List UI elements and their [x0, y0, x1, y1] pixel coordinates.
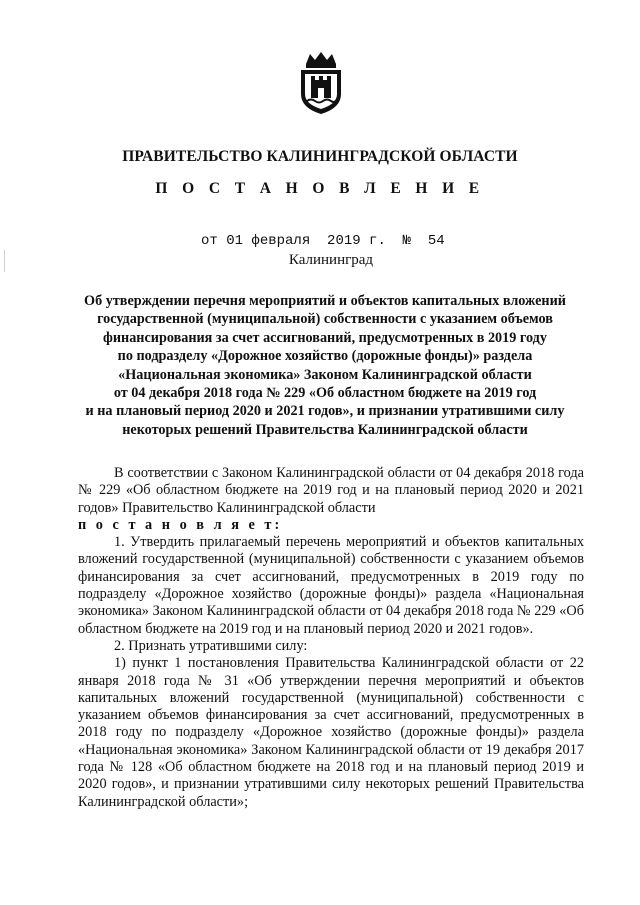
document-type: П О С Т А Н О В Л Е Н И Е	[155, 180, 485, 197]
date-day-month: 01 февраля	[226, 233, 311, 249]
government-title: ПРАВИТЕЛЬСТВО КАЛИНИНГРАДСКОЙ ОБЛАСТИ	[122, 148, 518, 165]
coat-of-arms-icon	[296, 50, 346, 116]
number-sign: №	[402, 233, 412, 249]
resolves-label: п о с т а н о в л я е т:	[78, 516, 283, 533]
subject-line: государственной (муниципальной) собственности с указанием объемов	[97, 311, 553, 328]
document-number: 54	[427, 233, 445, 249]
item-2-1: 1) пункт 1 постановления Правительства Калининградской области от 22 января 2018 года № 31 «Об утверждении перечня мероприятий и объектов капитальных вложений государственной (муниципальной) собственности с указанием объемов финансирования за счет ассигнований, предусмотренных в 2018 году по подразделу «Дорожное хозяйство (дорожные фонды)» раздела «Национальная экономика» Законом Калининградской области от 19 декабря 2017 года № 128 «Об областном бюджете на 2018 год и на плановый период 2019 и 2020 годов», и признании утратившими силу некоторых решений Правительства Калининградской области»;	[78, 655, 584, 810]
document-subject	[60, 292, 590, 439]
subject-line: по подразделу «Дорожное хозяйство (дорожные фонды)» раздела	[117, 348, 533, 365]
city: Калининград	[288, 252, 374, 268]
subject-line: некоторых решений Правительства Калининградской области	[122, 421, 528, 438]
item-1: 1. Утвердить прилагаемый перечень мероприятий и объектов капитальных вложений государственной (муниципальной) собственности с указанием объемов финансирования за счет ассигнований, предусмотренных в 2019 году по подразделу «Дорожное хозяйство (дорожные фонды)» раздела «Национальная экономика» Законом Калининградской области от 04 декабря 2018 года № 229 «Об областном бюджете на 2019 год и на плановый период 2020 и 2021 годов».	[78, 534, 584, 637]
item-2: 2. Признать утратившими силу:	[114, 637, 308, 654]
subject-line: «Национальная экономика» Законом Калининградской области	[118, 366, 532, 383]
subject-line: финансирования за счет ассигнований, предусмотренных в 2019 году	[103, 329, 547, 346]
document-body	[78, 465, 584, 811]
subject-line: от 04 декабря 2018 года № 229 «Об областном бюджете на 2019 год	[113, 385, 537, 402]
subject-line: и на плановый период 2020 и 2021 годов», и признании утратившими силу	[85, 403, 565, 420]
date-line	[201, 233, 445, 249]
date-year: 2019 г.	[327, 233, 386, 249]
subject-line: Об утверждении перечня мероприятий и объектов капитальных вложений	[84, 293, 566, 309]
date-prefix: от	[201, 233, 218, 249]
preamble: В соответствии с Законом Калининградской области от 04 декабря 2018 года № 229 «Об областном бюджете на 2019 год и на плановый период 2020 и 2021 годов» Правительство Калининградской области	[78, 465, 584, 516]
